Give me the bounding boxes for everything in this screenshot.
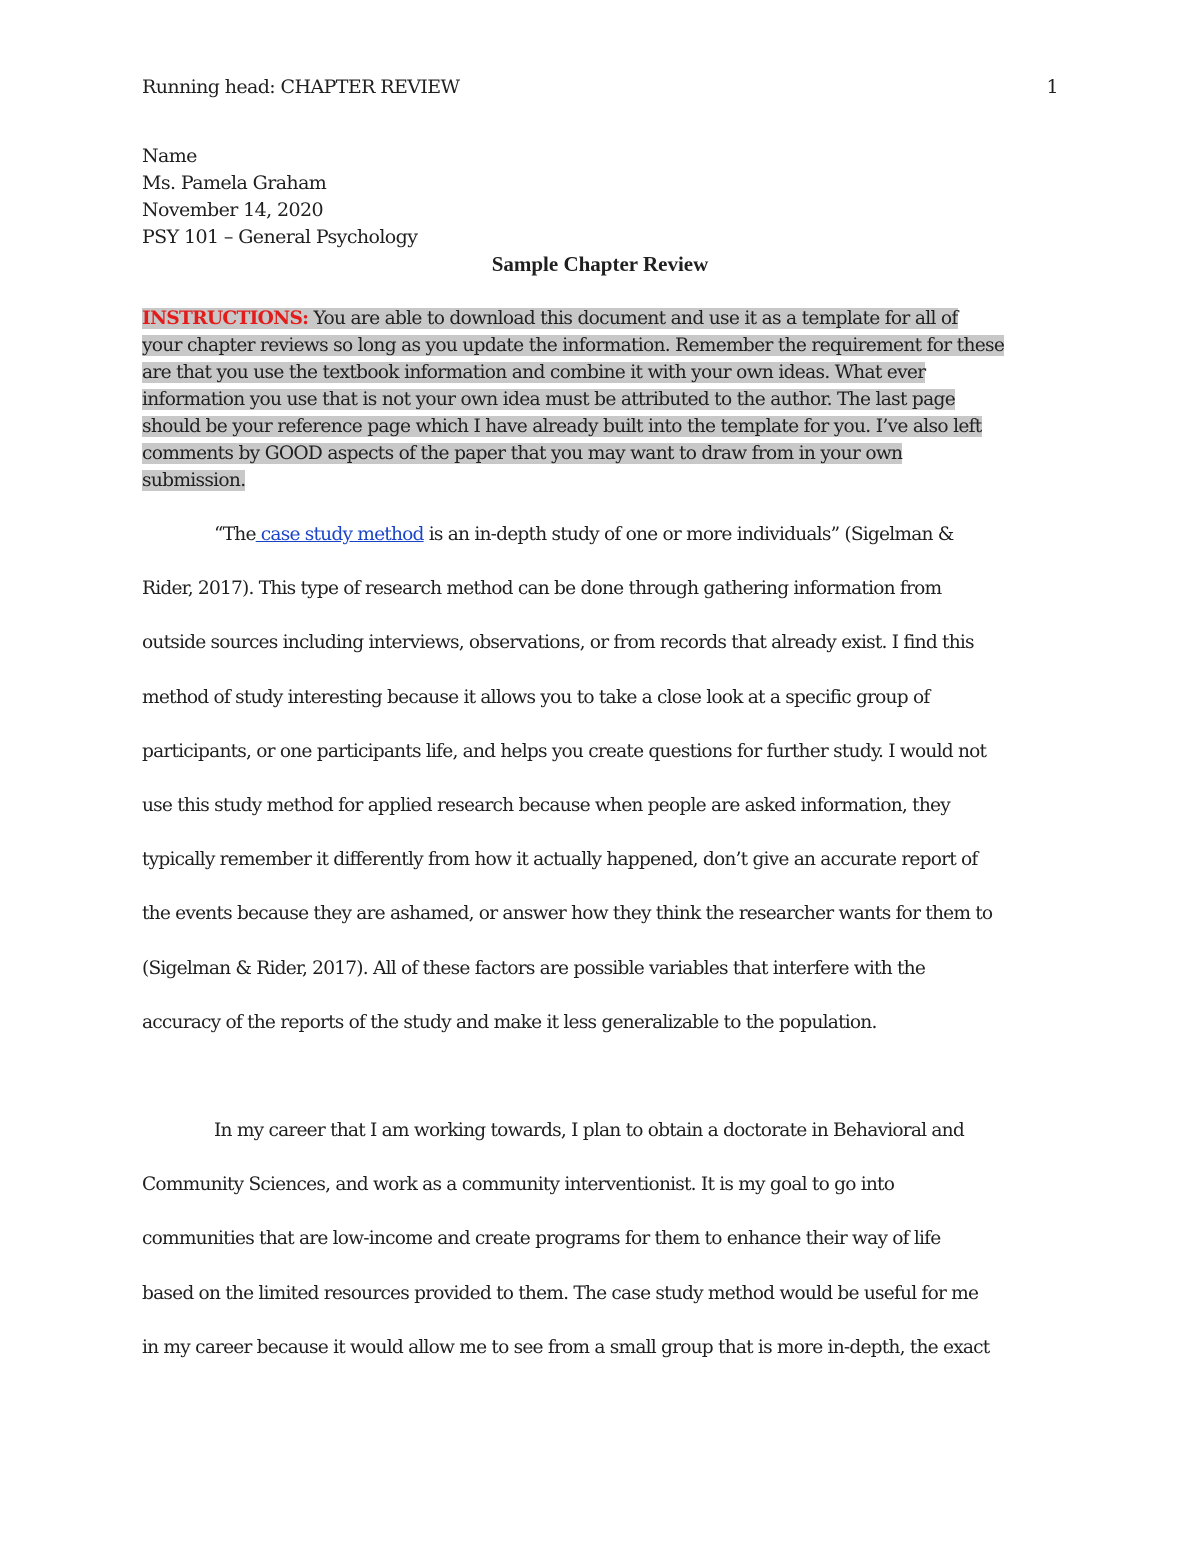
paragraph-line: in my career because it would allow me to see from a small group that is more in-depth, the exact bbox=[142, 1336, 990, 1358]
instructions-line-text: submission. bbox=[142, 470, 246, 491]
paragraph-line: the events because they are ashamed, or answer how they think the researcher wants for them to bbox=[142, 903, 993, 925]
paragraph-line: based on the limited resources provided to them. The case study method would be useful for me bbox=[142, 1282, 979, 1304]
instructions-line bbox=[142, 359, 1062, 386]
paragraph-line: accuracy of the reports of the study and make it less generalizable to the population. bbox=[142, 1011, 877, 1033]
paragraph-text: “The bbox=[214, 524, 256, 545]
instructions-line bbox=[142, 413, 1062, 440]
paragraph-line bbox=[142, 508, 1062, 562]
paragraph-line: use this study method for applied research because when people are asked information, they bbox=[142, 795, 950, 817]
instructions-line bbox=[142, 332, 1062, 359]
case-study-method-link[interactable]: case study method bbox=[255, 524, 424, 545]
paragraph-line: In my career that I am working towards, I plan to obtain a doctorate in Behavioral and bbox=[214, 1120, 964, 1141]
course-name: PSY 101 – General Psychology bbox=[142, 226, 418, 248]
paragraph-case-study bbox=[142, 508, 1062, 1050]
instructions-line bbox=[142, 467, 1062, 494]
page-number: 1 bbox=[1046, 76, 1058, 98]
paragraph-line: method of study interesting because it allows you to take a close look at a specific group of bbox=[142, 686, 930, 708]
page-header bbox=[142, 74, 1058, 100]
student-heading-block bbox=[142, 143, 1058, 251]
paragraph-line: participants, or one participants life, and helps you create questions for further study. I would not bbox=[142, 740, 987, 762]
paragraph-line: typically remember it differently from how it actually happened, don’t give an accurate report of bbox=[142, 849, 978, 871]
submission-date: November 14, 2020 bbox=[142, 199, 323, 221]
instructions-line-text: information you use that is not your own idea must be attributed to the author. The last page bbox=[142, 389, 956, 410]
document-title: Sample Chapter Review bbox=[491, 252, 709, 276]
instructions-line-text: your chapter reviews so long as you update the information. Remember the requirement for these bbox=[142, 335, 1005, 356]
instructions-line-text: comments by GOOD aspects of the paper that you may want to draw from in your own bbox=[142, 443, 903, 464]
paragraph-line: communities that are low-income and create programs for them to enhance their way of life bbox=[142, 1228, 941, 1250]
instructions-line bbox=[142, 440, 1062, 467]
paragraph-line: outside sources including interviews, observations, or from records that already exist. I find this bbox=[142, 632, 974, 654]
paragraph-line: (Sigelman & Rider, 2017). All of these factors are possible variables that interfere with the bbox=[142, 957, 926, 979]
instructions-line bbox=[142, 386, 1062, 413]
instructions-label: INSTRUCTIONS: bbox=[142, 308, 309, 329]
instructions-line bbox=[142, 305, 1062, 332]
instructions-line-text: are that you use the textbook information and combine it with your own ideas. What ever bbox=[142, 362, 926, 383]
paragraph-line: Rider, 2017). This type of research method can be done through gathering information from bbox=[142, 578, 942, 600]
instructions-line-text: You are able to download this document and use it as a template for all of bbox=[308, 308, 958, 329]
paragraph-text: is an in-depth study of one or more individuals” (Sigelman & bbox=[423, 524, 954, 545]
instructions-block bbox=[142, 305, 1062, 494]
paragraph-line: Community Sciences, and work as a community interventionist. It is my goal to go into bbox=[142, 1174, 895, 1196]
paragraph-career bbox=[142, 1104, 1062, 1375]
instructor-name: Ms. Pamela Graham bbox=[142, 172, 327, 194]
instructions-line-text: should be your reference page which I have already built into the template for you. I’ve also left bbox=[142, 416, 982, 437]
student-name: Name bbox=[142, 145, 197, 167]
running-head: Running head: CHAPTER REVIEW bbox=[142, 76, 460, 98]
